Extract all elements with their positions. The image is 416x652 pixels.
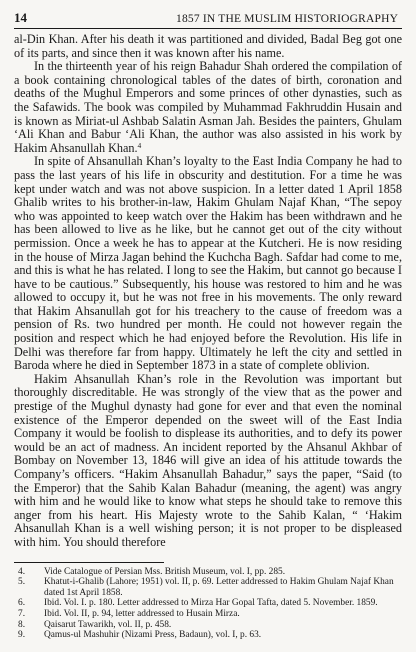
paragraph-1: al-Din Khan. After his death it was partitioned and divided, Badal Beg got one of its parts, and since then it was known after his name. (14, 32, 402, 60)
footnote-rule (14, 562, 164, 563)
footnote-number: 9. (18, 630, 26, 641)
paragraph-4: Hakim Ahsanullah Khan’s role in the Revolution was important but thoroughly discreditable. He was strongly of the view that as the power and prestige of the Mughul dynasty had gone for ever and that even the nominal existence of the Emperor depended on the sweet will of the East India Company it would be foolish to displease its authorities, and to defy its power would be an act of madness. An incident reported by the Ahsanul Akhbar of Bombay on November 13, 1846 will give an idea of his attitude towards the Company’s officers. “Hakim Ahsanullah Bahadur,” says the paper, “Said (to the Emperor) that the Sahib Kalan Bahadur (meaning, the agent) was angry with him and he would like to know what steps he should take to remove this anger from his heart. His Majesty wrote to the Sahib Kalan, “ ‘Hakim Ahsanullah Khan is a well wishing person; it is not proper to be displeased with him. You should therefore (14, 371, 402, 549)
footnote-ref-4: 4 (137, 140, 142, 150)
footnote-text: Vide Catalogue of Persian Mss. British Museum, vol. I, pp. 285. (44, 566, 286, 577)
footnote-number: 4. (18, 566, 26, 577)
paragraph-3: In spite of Ahsanullah Khan’s loyalty to the East India Company he had to pass the last years of his life in obscurity and destitution. For a time he was kept under watch and was not above suspicion. In a letter dated 1 April 1858 Ghalib writes to his brother-in-law, Hakim Ghulam Najaf Khan, “The sepoy who was appointed to keep watch over the Hakim has been withdrawn and he has been allowed to live as he like, but he cannot get out of the city without permission. Once a week he has to appear at the Kutcheri. He is now residing in the house of Mirza Jagan behind the Kuchcha Bagh. Safdar had come to me, and this is what he has related. I long to see the Hakim, but cannot go because I have to be cautious.” Subsequently, his house was restored to him and he was allowed to occupy it, but he was not free in his movements. The only reward that Hakim Ahsanullah got for his treachery to the cause of freedom was a pension of Rs. two hundred per month. He could not however regain the position and respect which he had enjoyed before the Revolution. His life in Delhi was therefore far from happy. Ultimately he left the city and settled in Baroda where he died in September 1873 in a state of complete oblivion. (14, 154, 402, 373)
footnote-text: Khatut-i-Ghalib (Lahore; 1951) vol. II, p. 69. Letter addressed to Hakim Ghulam Najaf Khan dated 1st April 1858. (44, 577, 394, 598)
running-title: 1857 IN THE MUSLIM HISTORIOGRAPHY (176, 13, 399, 25)
footnote (14, 630, 402, 641)
page-number: 14 (14, 10, 27, 25)
footnote-text: Ibid. Vol. I. p. 180. Letter addressed to Mirza Har Gopal Tafta, dated 5. November. 1859. (44, 598, 378, 609)
footnote-number: 7. (18, 608, 26, 619)
footnote-number: 5. (18, 577, 26, 588)
footnote (14, 567, 402, 578)
footnote (14, 577, 402, 598)
running-head (14, 10, 402, 29)
footnote-number: 8. (18, 619, 26, 630)
footnote-number: 6. (18, 598, 26, 609)
footnotes (14, 567, 402, 641)
paragraph-2 (14, 60, 402, 155)
footnote (14, 598, 402, 609)
paragraph-2-text: In the thirteenth year of his reign Bahadur Shah ordered the compilation of a book containing chronological tables of the dates of birth, coronation and deaths of the Mughul Emperors and some princes of other dynasties, such as the Safawids. The book was compiled by Muhammad Fakhruddin Husain and is known as Miriat-ul Ashbab Salatin Asman Jah. Besides the painters, Ghulam ‘Ali Khan and Babur ‘Ali Khan, the author was also assisted in his work by Hakim Ahsanullah Khan. (14, 59, 402, 155)
footnote-text: Ibid. Vol. II, p. 94, letter addressed to Husain Mirza. (44, 608, 240, 619)
footnote (14, 620, 402, 631)
body-text (14, 33, 402, 550)
footnote (14, 609, 402, 620)
footnote-text: Qaisarut Tawarikh, vol. II, p. 458. (44, 619, 172, 630)
footnote-text: Qamus-ul Mashuhir (Nizami Press, Badaun), vol. I, p. 63. (44, 630, 262, 641)
